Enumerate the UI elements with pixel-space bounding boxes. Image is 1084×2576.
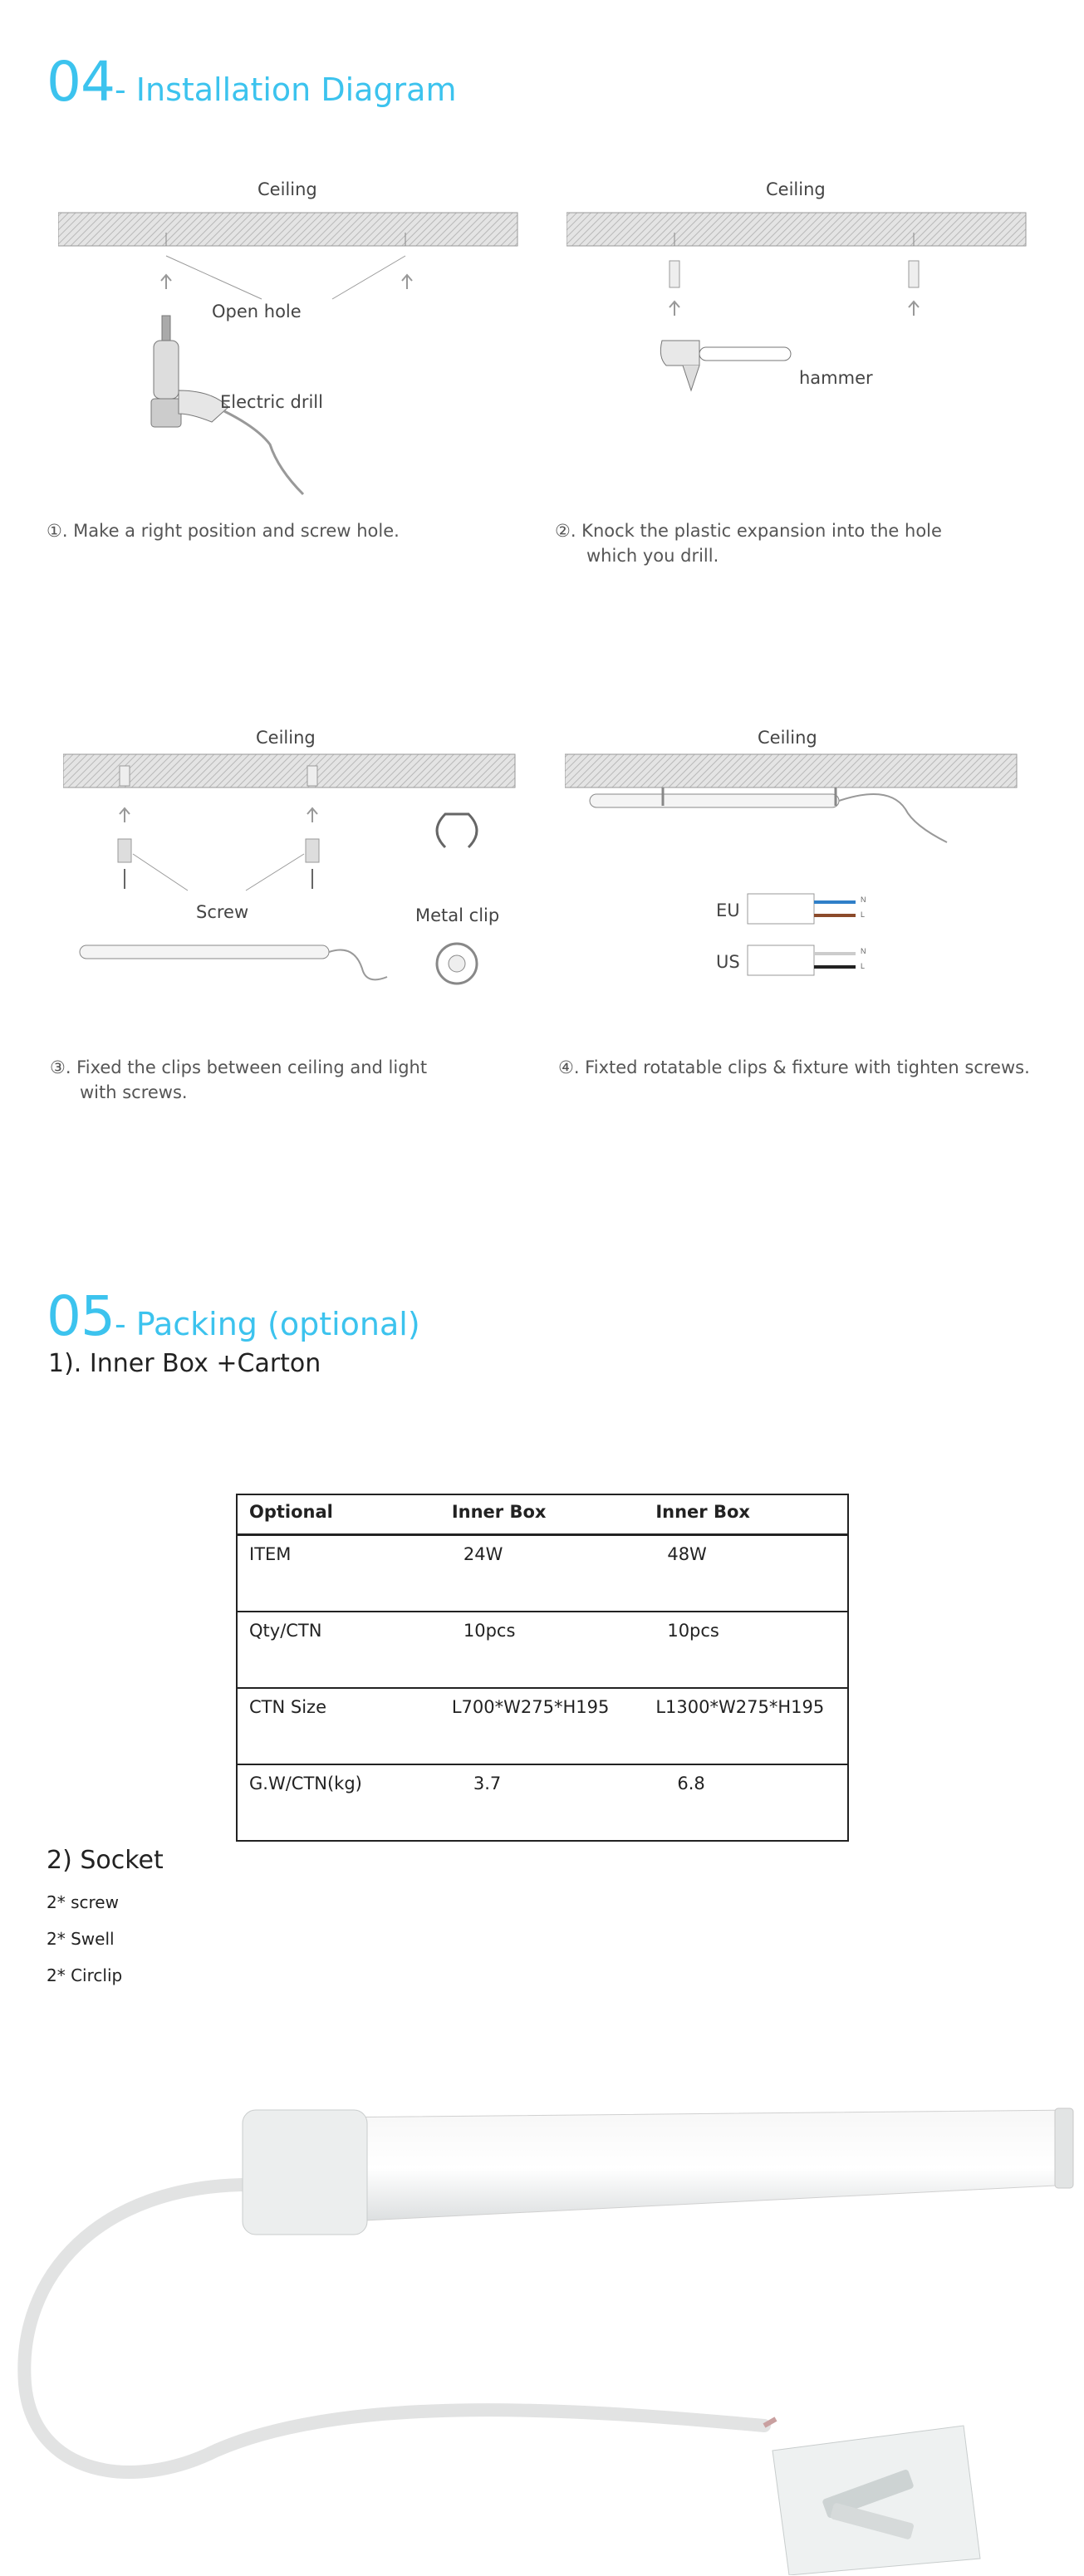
table-cell: 6.8	[677, 1774, 705, 1793]
led-tube-product-photo	[0, 2060, 1084, 2575]
ceiling-slab	[565, 754, 1017, 788]
up-arrow-icon	[161, 275, 171, 289]
socket-item-swell: 2* Swell	[47, 1929, 115, 1949]
section-05-heading	[47, 1284, 420, 1348]
us-l-label: L	[861, 962, 866, 970]
open-hole-label: Open hole	[212, 302, 302, 321]
led-tube-icon	[590, 794, 839, 807]
section-04-number: 04	[47, 50, 115, 114]
table-cell: 48W	[667, 1544, 707, 1564]
hammer-icon	[660, 341, 791, 390]
led-tube-body	[249, 2110, 1072, 2226]
install-step-2-panel	[555, 166, 1032, 566]
ceiling-label: Ceiling	[258, 179, 317, 199]
table-cell: 24W	[463, 1544, 503, 1564]
up-arrow-icon	[909, 302, 919, 316]
up-arrow-icon	[307, 808, 317, 822]
drill-diagram	[58, 166, 523, 515]
install-step-4-panel	[558, 714, 1030, 1113]
us-terminal-box	[748, 945, 814, 975]
packing-table	[236, 1494, 849, 1842]
end-cap	[243, 2110, 367, 2235]
table-cell: G.W/CTN(kg)	[249, 1774, 362, 1793]
table-row	[237, 1688, 848, 1764]
ceiling-slab	[58, 213, 517, 246]
table-header-row	[237, 1494, 848, 1535]
screw-icon	[306, 839, 319, 862]
step-2-caption-line-2: which you drill.	[586, 546, 719, 566]
ceiling-slab	[63, 754, 515, 788]
power-cable	[24, 2185, 764, 2472]
eu-l-label: L	[861, 910, 866, 919]
ceiling-slab	[567, 213, 1026, 246]
table-cell: L1300*W275*H195	[655, 1697, 825, 1717]
led-tube-icon	[80, 945, 329, 959]
eu-terminal-box	[748, 894, 814, 924]
up-arrow-icon	[120, 808, 130, 822]
table-header-cell: Inner Box	[655, 1502, 750, 1522]
accessory-bag-icon	[773, 2426, 980, 2575]
section-05-title: - Packing (optional)	[114, 1306, 420, 1342]
step-3-caption-line-1: ③. Fixed the clips between ceiling and light	[50, 1057, 428, 1077]
packing-table-wrapper	[236, 1494, 849, 1842]
section-05-number: 05	[47, 1284, 115, 1348]
plastic-anchor-icon	[120, 766, 130, 786]
eu-label: EU	[716, 900, 740, 920]
table-cell: 3.7	[473, 1774, 502, 1793]
step-1-caption: ①. Make a right position and screw hole.	[47, 521, 400, 541]
metal-clip-icon	[437, 814, 477, 847]
table-cell: L700*W275*H195	[451, 1697, 610, 1717]
screw-label: Screw	[196, 902, 249, 922]
us-n-label: N	[861, 947, 866, 955]
up-arrow-icon	[402, 275, 412, 289]
socket-item-circlip: 2* Circlip	[47, 1965, 123, 1985]
table-header-cell: Inner Box	[451, 1502, 547, 1522]
plastic-anchor-icon	[909, 261, 919, 287]
eu-n-label: N	[861, 895, 866, 904]
packing-subtitle: 1). Inner Box +Carton	[48, 1349, 321, 1378]
step-2-caption-line-1: ②. Knock the plastic expansion into the hole	[555, 521, 942, 541]
up-arrow-icon	[670, 302, 679, 316]
table-row	[237, 1535, 848, 1612]
socket-item-screw: 2* screw	[47, 1892, 119, 1912]
install-step-3-panel	[50, 714, 528, 1113]
table-row	[237, 1612, 848, 1688]
step-4-caption: ④. Fixted rotatable clips & fixture with tighten screws.	[558, 1057, 1030, 1077]
section-04-heading	[47, 50, 456, 114]
clip-diagram	[63, 714, 528, 1063]
section-04-title: - Installation Diagram	[114, 71, 457, 108]
step-3-caption-line-2: with screws.	[80, 1082, 188, 1102]
table-cell: CTN Size	[249, 1697, 326, 1717]
table-row	[237, 1764, 848, 1841]
hammer-diagram	[567, 166, 1032, 515]
metal-clip-label: Metal clip	[415, 905, 500, 925]
table-cell: 10pcs	[463, 1621, 516, 1641]
ceiling-label: Ceiling	[758, 728, 817, 748]
screw-icon	[118, 839, 131, 862]
table-header-cell: Optional	[249, 1502, 333, 1522]
ceiling-label: Ceiling	[766, 179, 826, 199]
electric-drill-label: Electric drill	[220, 392, 323, 412]
wiring-diagram	[565, 714, 1030, 1063]
table-cell: Qty/CTN	[249, 1621, 322, 1641]
hammer-label: hammer	[799, 368, 873, 388]
ceiling-label: Ceiling	[256, 728, 316, 748]
us-label: US	[716, 952, 740, 972]
socket-title: 2) Socket	[47, 1846, 164, 1875]
plastic-anchor-icon	[307, 766, 317, 786]
table-cell: ITEM	[249, 1544, 292, 1564]
table-cell: 10pcs	[667, 1621, 719, 1641]
plastic-anchor-icon	[670, 261, 679, 287]
install-step-1-panel	[47, 166, 523, 565]
